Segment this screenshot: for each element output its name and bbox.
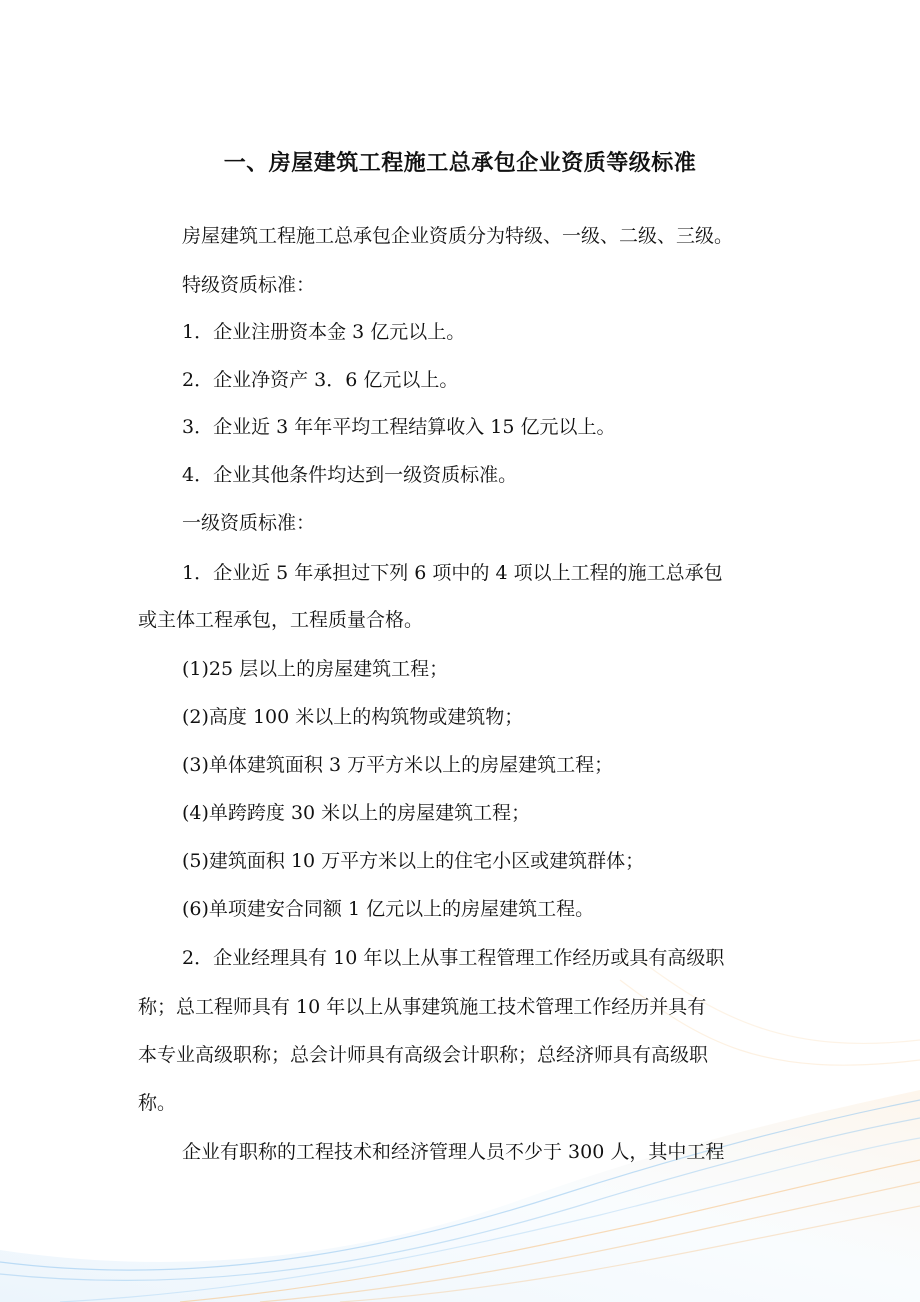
list-item-continuation: 或主体工程承包，工程质量合格。 — [138, 609, 424, 631]
sub-list-item: (3)单体建筑面积 3 万平方米以上的房屋建筑工程； — [182, 754, 614, 776]
list-item-continuation: 称；总工程师具有 10 年以上从事建筑施工技术管理工作经历并具有 — [138, 996, 707, 1018]
sub-list-item: (6)单项建安合同额 1 亿元以上的房屋建筑工程。 — [182, 898, 595, 920]
sub-list-item: (4)单跨跨度 30 米以上的房屋建筑工程； — [182, 802, 531, 824]
sub-list-item: (5)建筑面积 10 万平方米以上的住宅小区或建筑群体； — [182, 850, 645, 872]
list-item: 2．企业经理具有 10 年以上从事工程管理工作经历或具有高级职 — [182, 947, 725, 969]
list-item: 2．企业净资产 3．6 亿元以上。 — [182, 369, 459, 391]
list-item: 1．企业注册资本金 3 亿元以上。 — [182, 321, 466, 343]
list-item: 3．企业近 3 年年平均工程结算收入 15 亿元以上。 — [182, 416, 616, 438]
paragraph-line: 房屋建筑工程施工总承包企业资质分为特级、一级、二级、三级。 — [182, 225, 734, 247]
paragraph-line: 企业有职称的工程技术和经济管理人员不少于 300 人，其中工程 — [182, 1141, 725, 1163]
list-item: 4．企业其他条件均达到一级资质标准。 — [182, 464, 518, 486]
section-heading-first-grade: 一级资质标准： — [182, 512, 316, 534]
section-heading-special-grade: 特级资质标准： — [182, 274, 316, 296]
list-item: 1．企业近 5 年承担过下列 6 项中的 4 项以上工程的施工总承包 — [182, 562, 723, 584]
list-item-continuation: 本专业高级职称；总会计师具有高级会计职称；总经济师具有高级职 — [138, 1044, 709, 1066]
list-item-continuation: 称。 — [138, 1092, 177, 1114]
sub-list-item: (2)高度 100 米以上的构筑物或建筑物； — [182, 706, 524, 728]
document-title: 一、房屋建筑工程施工总承包企业资质等级标准 — [223, 151, 697, 176]
sub-list-item: (1)25 层以上的房屋建筑工程； — [182, 658, 449, 680]
